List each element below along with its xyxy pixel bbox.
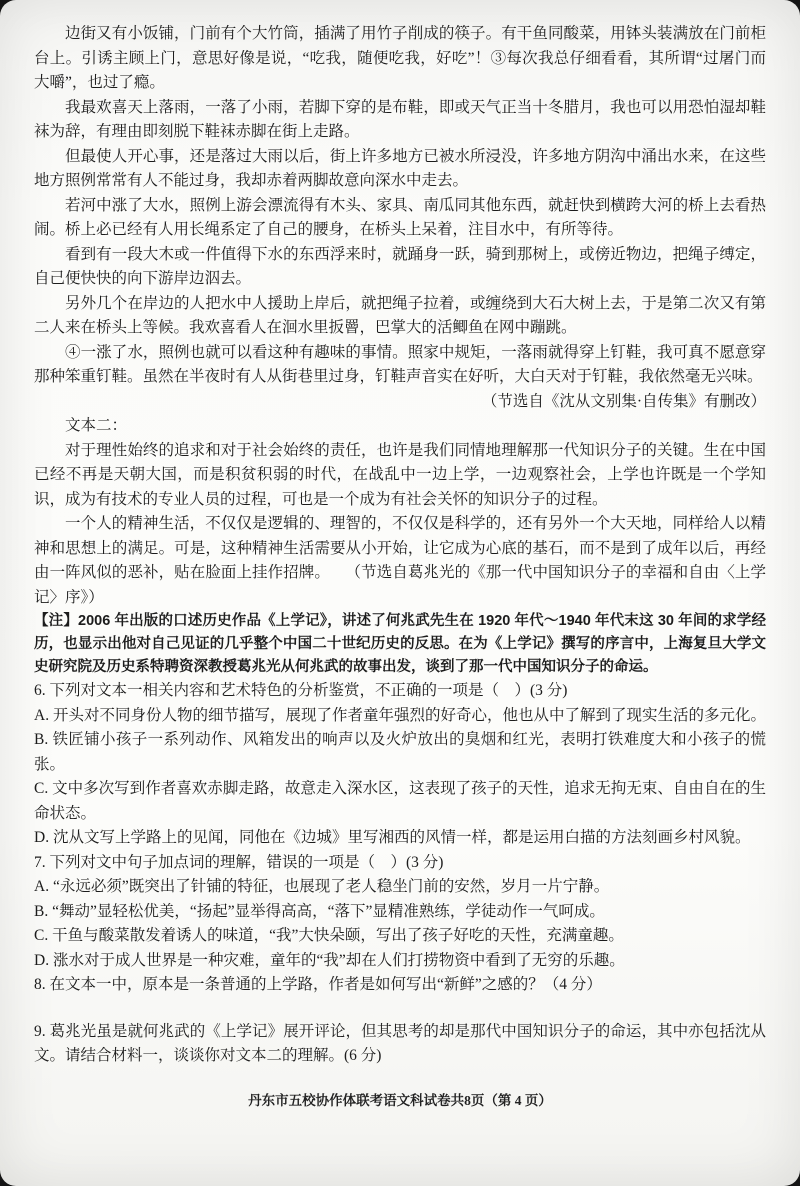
question-7-option-d: D. 涨水对于成人世界是一种灾难，童年的“我”却在人们打捞物资中看到了无穷的乐趣。 [34,951,625,969]
paragraph-shore-helpers: 另外几个在岸边的人把水中人援助上岸后，就把绳子拉着，或缠绕到大石大树上去，于是第二次又有第二人来在桥头上等候。我欢喜看人在洄水里扳罾，巴掌大的活鲫鱼在网中蹦跳。 [34,294,766,336]
question-7-option-a: A. “永远必须”既突出了针铺的特征，也展现了老人稳坐门前的安然，岁月一片宁静。 [34,878,610,895]
source-attribution-text1: （节选自《沈从文别集·自传集》有删改） [481,392,766,410]
paragraph-spiritual-life: 一个人的精神生活，不仅仅是逻辑的、理智的，不仅仅是科学的，还有另外一个大天地，同样给人以精神和思想上的满足。可是，这种精神生活需要从小开始，让它成为心底的基石，而不是到了成年以后，再经由一阵风似的恶补，贴在脸面上挂作招牌。 （节选自葛兆光的《那一代中国知识分子的幸福和自由〈上学记〉序》） [34,515,766,606]
paragraph-rational-pursuit: 对于理性始终的追求和对于社会始终的责任，也许是我们同情地理解那一代知识分子的关键。生在中国已经不再是天朝大国，而是积贫积弱的时代，在战乱中一边上学，一边观察社会，上学也许既是一个学知识，成为有技术的专业人员的过程，可也是一个成为有社会关怀的知识分子的过程。 [34,441,766,508]
paragraph-deep-water: 但最使人开心事，还是落过大雨以后，街上许多地方已被水所浸没，许多地方阴沟中涌出水来，在这些地方照例常常有人不能过身，我却赤着两脚故意向深水中走去。 [34,147,766,189]
text2-heading: 文本二： [65,417,128,434]
blank-space [34,998,766,1020]
question-7: 7. 下列对文中句子加点词的理解，错误的一项是（ ）(3 分) [34,853,444,871]
paragraph-nail-shoes: ④一涨了水，照例也就可以看这种有趣味的事情。照家中规矩，一落雨就得穿上钉鞋，我可真不愿意穿那种笨重钉鞋。虽然在半夜时有人从街巷里过身，钉鞋声音实在好听，大白天对于钉鞋，我依然毫无兴味。 [34,343,766,385]
question-6-option-a: A. 开头对不同身份人物的细节描写，展现了作者童年强烈的好奇心，他也从中了解到了现实生活的多元化。 [34,706,766,724]
question-7-option-b: B. “舞动”显轻松优美，“扬起”显举得高高，“落下”显精准熟练，学徒动作一气呵成。 [34,902,605,920]
paragraph-flood-bridge: 若河中涨了大水，照例上游会漂流得有木头、家具、南瓜同其他东西，就赶快到横跨大河的桥上去看热闹。桥上必已经有人用长绳系定了自己的腰身，在桥头上呆着，注目水中，有所等待。 [34,196,766,238]
question-6-option-c: C. 文中多次写到作者喜欢赤脚走路，故意走入深水区，这表现了孩子的天性，追求无拘无束、自由自在的生命状态。 [34,780,766,822]
question-8: 8. 在文本一中，原本是一条普通的上学路，作者是如何写出“新鲜”之感的？（4 分） [34,976,602,993]
question-6-option-b: B. 铁匠铺小孩子一系列动作、风箱发出的响声以及火炉放出的臭烟和红光，表明打铁难度大和小孩子的慌张。 [34,731,766,773]
note-block: 【注】2006 年出版的口述历史作品《上学记》，讲述了何兆武先生在 1920 年代～1940 年代末这 30 年间的求学经历，也显示出他对自己见证的几乎整个中国二十世纪历史的反思。在为《上学记》撰写的序言中，上海复旦大学文史研究院及历史系特聘资深教授葛兆光从何兆武的故事出发，谈到了那一代中国知识分子的命运。 [34,613,766,675]
page-footer: 丹东市五校协作体联考语文科试卷共8页（第 4 页） [248,1092,552,1108]
question-9: 9. 葛兆光虽是就何兆武的《上学记》展开评论，但其思考的却是那代中国知识分子的命运，其中亦包括沈从文。请结合材料一，谈谈你对文本二的理解。(6 分) [34,1022,766,1064]
paragraph-food-stall: 边街又有小饭铺，门前有个大竹筒，插满了用竹子削成的筷子。有干鱼同酸菜，用钵头装满放在门前柜台上。引诱主顾上门，意思好像是说，“吃我，随便吃我，好吃”！③每次我总仔细看看，其所谓“过屠门而大嚼”，也过了瘾。 [34,25,766,91]
paragraph-swimmer: 看到有一段大木或一件值得下水的东西浮来时，就踊身一跃，骑到那树上，或傍近物边，把绳子缚定，自己便快快的向下游岸边泅去。 [34,245,766,287]
question-6: 6. 下列对文本一相关内容和艺术特色的分析鉴赏，不正确的一项是（ ）(3 分) [34,682,568,699]
question-7-option-c: C. 干鱼与酸菜散发着诱人的味道，“我”大快朵颐，写出了孩子好吃的天性，充满童趣。 [34,927,624,944]
question-6-option-d: D. 沈从文写上学路上的见闻，同他在《边城》里写湘西的风情一样，都是运用白描的方法刻画乡村风貌。 [34,829,751,846]
paragraph-rain-barefoot: 我最欢喜天上落雨，一落了小雨，若脚下穿的是布鞋，即或天气正当十冬腊月，我也可以用恐怕湿却鞋袜为辞，有理由即刻脱下鞋袜赤脚在街上走路。 [34,98,766,140]
